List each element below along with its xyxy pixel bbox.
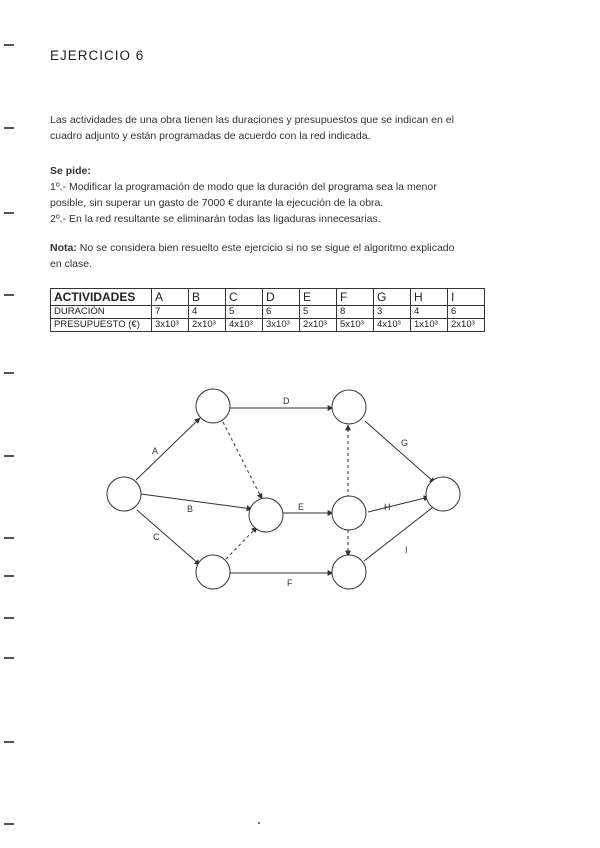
arrow-A: [136, 418, 200, 480]
budget-row: [51, 319, 485, 332]
node-4: [332, 390, 366, 424]
activity-cell: C: [226, 289, 263, 306]
activity-cell: I: [448, 289, 485, 306]
budget-cell: 2x10³: [300, 319, 337, 332]
paper-speck: [258, 822, 260, 824]
node-end: [426, 477, 460, 511]
margin-mark: [4, 617, 14, 619]
intro-line-1: Las actividades de una obra tienen las duraciones y presupuestos que se indican en el: [50, 114, 454, 126]
dummy-arrow-1-3: [223, 422, 262, 499]
task-1-line-1: 1º.- Modificar la programación de modo que la duración del programa sea la menor: [50, 181, 437, 193]
activities-table: [50, 288, 485, 332]
activity-cell: G: [374, 289, 411, 306]
table-header-row: [51, 289, 485, 306]
arrow-G: [365, 421, 435, 483]
arrow-label-E: E: [298, 502, 305, 512]
arrow-I: [364, 504, 437, 561]
node-2: [196, 555, 230, 589]
budget-cell: 4x10³: [374, 319, 411, 332]
margin-mark: [4, 127, 14, 129]
arrow-C: [137, 510, 200, 565]
note-line-2: en clase.: [50, 258, 93, 270]
task-heading: Se pide:: [50, 165, 91, 177]
note-section: [50, 240, 520, 272]
task-section: [50, 163, 520, 227]
duration-row: [51, 306, 485, 319]
margin-mark: [4, 823, 14, 825]
budget-cell: 5x10³: [337, 319, 374, 332]
duration-cell: 4: [411, 306, 448, 319]
arrow-label-I: I: [405, 545, 408, 555]
arrow-label-F: F: [287, 578, 293, 588]
margin-mark: [4, 741, 14, 743]
note-line-1: [50, 240, 520, 256]
budget-cell: 2x10³: [189, 319, 226, 332]
duration-cell: 8: [337, 306, 374, 319]
budget-cell: 3x10³: [152, 319, 189, 332]
margin-mark: [4, 44, 14, 46]
duration-cell: 7: [152, 306, 189, 319]
node-6: [332, 555, 366, 589]
duration-cell: 6: [263, 306, 300, 319]
duration-label: DURACIÓN: [51, 306, 152, 319]
duration-cell: 5: [226, 306, 263, 319]
arrow-label-C: C: [153, 532, 160, 542]
arrow-H: [368, 497, 429, 512]
node-5: [332, 496, 366, 530]
duration-cell: 5: [300, 306, 337, 319]
dummy-arrow-2-3: [226, 527, 257, 559]
margin-mark: [4, 212, 14, 214]
budget-cell: 4x10³: [226, 319, 263, 332]
node-3: [249, 498, 283, 532]
activity-cell: E: [300, 289, 337, 306]
activity-cell: F: [337, 289, 374, 306]
budget-cell: 1x10³: [411, 319, 448, 332]
arrow-B: [141, 494, 252, 509]
duration-cell: 3: [374, 306, 411, 319]
margin-mark: [4, 657, 14, 659]
intro-paragraph: [50, 112, 520, 144]
duration-cell: 4: [189, 306, 226, 319]
arrow-label-G: G: [401, 438, 409, 448]
note-label: Nota:: [50, 242, 77, 254]
activity-cell: B: [189, 289, 226, 306]
activity-cell: H: [411, 289, 448, 306]
task-2: 2º.- En la red resultante se eliminarán todas las ligaduras innecesarias.: [50, 213, 381, 225]
budget-cell: 3x10³: [263, 319, 300, 332]
arrow-label-A: A: [152, 446, 159, 456]
node-1: [196, 389, 230, 423]
margin-mark: [4, 294, 14, 296]
activity-cell: D: [263, 289, 300, 306]
exercise-title: EJERCICIO 6: [50, 48, 145, 63]
intro-line-2: cuadro adjunto y están programadas de acuerdo con la red indicada.: [50, 130, 371, 142]
activities-header: ACTIVIDADES: [51, 289, 152, 306]
arrow-label-H: H: [384, 502, 391, 512]
task-1-line-2: posible, sin superar un gasto de 7000 € durante la ejecución de la obra.: [50, 197, 384, 209]
note-text: No se considera bien resuelto este ejercicio si no se sigue el algoritmo explicado: [76, 242, 455, 254]
activity-cell: A: [152, 289, 189, 306]
arrow-label-B: B: [187, 504, 194, 514]
duration-cell: 6: [448, 306, 485, 319]
budget-cell: 2x10³: [448, 319, 485, 332]
arrow-label-D: D: [283, 396, 290, 406]
node-start: [107, 477, 141, 511]
budget-label: PRESUPUESTO (€): [51, 319, 152, 332]
activity-network-diagram: [0, 370, 600, 610]
